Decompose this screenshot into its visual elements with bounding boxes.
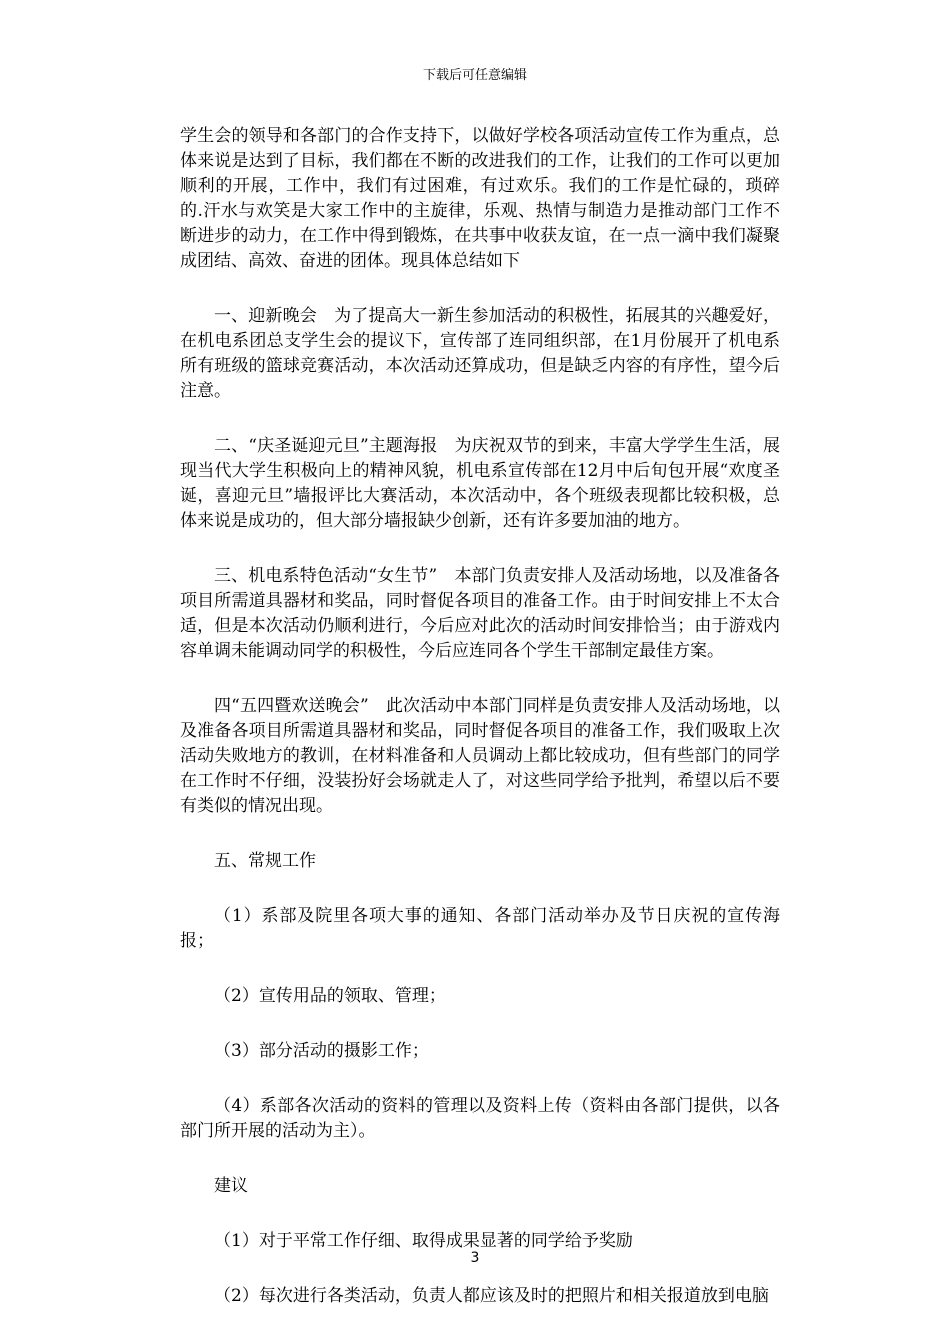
section-welcome-party: 一、迎新晚会 为了提高大一新生参加活动的积极性，拓展其的兴趣爱好，在机电系团总支学生会的提议下，宣传部了连同组织部，在1月份展开了机电系所有班级的篮球竞赛活动，本次活动还算成功，但是缺乏内容的有序性，望今后注意。 xyxy=(180,306,780,401)
suggestion-item-2: （2）每次进行各类活动，负责人都应该及时的把照片和相关报道放到电脑 xyxy=(214,1286,769,1306)
routine-item-2: （2）宣传用品的领取、管理； xyxy=(214,986,446,1006)
routine-item-3: （3）部分活动的摄影工作； xyxy=(214,1041,429,1061)
suggestions-heading: 建议 xyxy=(214,1176,248,1196)
routine-item-4: （4）系部各次活动的资料的管理以及资料上传（资料由各部门提供，以各部门所开展的活动为主）。 xyxy=(180,1096,780,1141)
section-routine-work-heading: 五、常规工作 xyxy=(214,851,316,871)
routine-item-1: （1）系部及院里各项大事的通知、各部门活动举办及节日庆祝的宣传海报； xyxy=(180,906,780,951)
suggestion-item-1: （1）对于平常工作仔细、取得成果显著的同学给予奖励 xyxy=(214,1231,633,1251)
intro-paragraph: 学生会的领导和各部门的合作支持下，以做好学校各项活动宣传工作为重点，总体来说是达到了目标，我们都在不断的改进我们的工作，让我们的工作可以更加顺利的开展，工作中，我们有过困难，有过欢乐。我们的工作是忙碌的，琐碎的.汗水与欢笑是大家工作中的主旋律，乐观、热情与制造力是推动部门工作不断进步的动力，在工作中得到锻炼，在共事中收获友谊，在一点一滴中我们凝聚成团结、高效、奋进的团体。现具体总结如下 xyxy=(180,126,780,271)
section-christmas-poster: 二、“庆圣诞迎元旦”主题海报 为庆祝双节的到来，丰富大学学生生活，展现当代大学生积极向上的精神风貌，机电系宣传部在12月中后旬包开展“欢度圣诞，喜迎元旦”墙报评比大赛活动，本次活动中，各个班级表现都比较积极，总体来说是成功的，但大部分墙报缺少创新，还有许多要加油的地方。 xyxy=(180,436,780,531)
section-may-fourth-party: 四“五四暨欢送晚会” 此次活动中本部门同样是负责安排人及活动场地，以及准备各项目所需道具器材和奖品，同时督促各项目的准备工作，我们吸取上次活动失败地方的教训，在材料准备和人员调动上都比较成功，但有些部门的同学在工作时不仔细，没装扮好会场就走人了，对这些同学给予批判，希望以后不要有类似的情况出现。 xyxy=(180,696,780,816)
page-header: 下载后可任意编辑 xyxy=(422,68,527,83)
page-number: 3 xyxy=(470,1250,480,1266)
document-body xyxy=(180,124,780,1309)
section-girls-day: 三、机电系特色活动“女生节” 本部门负责安排人及活动场地，以及准备各项目所需道具器材和奖品，同时督促各项目的准备工作。由于时间安排上不太合适，但是本次活动仍顺利进行，今后应对此次的活动时间安排恰当；由于游戏内容单调未能调动同学的积极性，今后应连同各个学生干部制定最佳方案。 xyxy=(180,566,780,661)
